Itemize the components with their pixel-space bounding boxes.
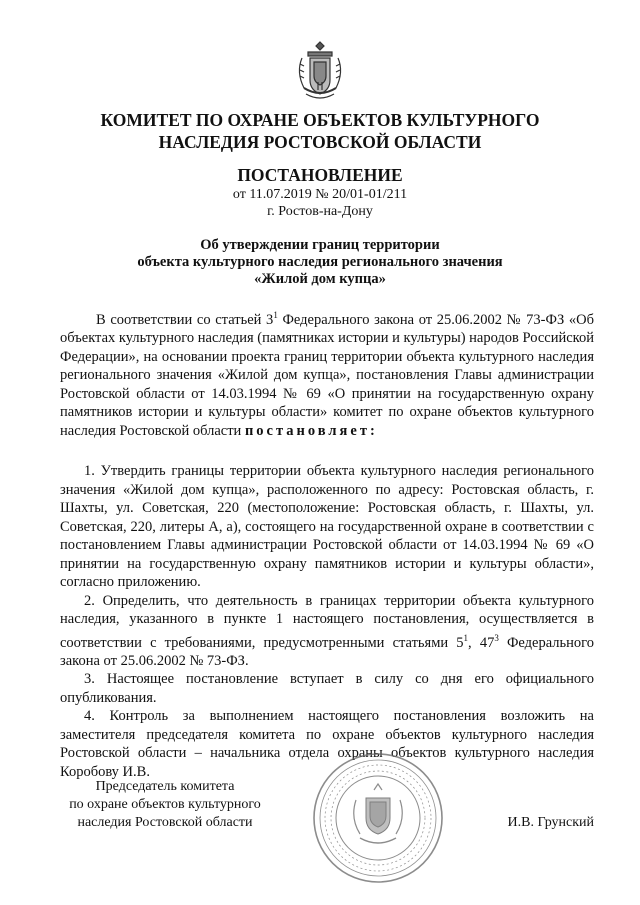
signatory-name: И.В. Грунский — [507, 815, 594, 830]
item-4: 4. Контроль за выполнением настоящего постановления возложить на заместителя председателя комитета по охране объектов культурного наследия Ростовской области – начальника отдела охраны объектов культурного наследия Коробову И.В. — [60, 708, 594, 780]
document-city: г. Ростов-на-Дону — [267, 204, 373, 219]
resolution-items — [60, 462, 594, 781]
document-date-number: от 11.07.2019 № 20/01-01/211 — [232, 187, 408, 202]
item-2-text-2: , 47 — [468, 634, 495, 651]
item-2 — [60, 592, 594, 671]
preamble-text-1: В соответствии со статьей 3 — [96, 311, 274, 328]
resolves-word: постановляет: — [244, 422, 378, 439]
preamble-paragraph — [60, 306, 594, 440]
subject-line-2: объекта культурного наследия регионального значения — [137, 254, 503, 270]
official-seal-icon — [310, 750, 446, 886]
item-2-text-1: 2. Определить, что деятельность в границах территории объекта культурного наследия, указанного в пункте 1 настоящего постановления, осуществляется в соответствии с требованиями, предусмотренными статьями 5 — [60, 592, 594, 651]
signatory-title-line-2: по охране объектов культурного — [69, 797, 261, 812]
signatory-title-line-1: Председатель комитета — [95, 779, 235, 794]
org-line-2: НАСЛЕДИЯ РОСТОВСКОЙ ОБЛАСТИ — [158, 132, 482, 152]
item-1: 1. Утвердить границы территории объекта культурного наследия регионального значения «Жилой дом купца», расположенного по адресу: Ростовская область, г. Шахты, ул. Советская, 220 (местоположение: Ростовская область, г. Шахты, ул. Советская, 220, литеры А, а), состоящего на государственной охране в соответствии с постановлением Главы администрации Ростовской области от 14.03.1994 № 69 «О принятии на государственную охрану памятников истории и культуры области», согласно приложению. — [60, 463, 594, 590]
organization-name — [60, 109, 580, 153]
subject-line-1: Об утверждении границ территории — [200, 237, 440, 253]
item-3: 3. Настоящее постановление вступает в силу со дня его официального опубликования. — [60, 671, 594, 706]
item-2-sup-2: 3 — [494, 632, 499, 643]
item-2-text-3: Федерального закона от 25.06.2002 № 73-ФЗ. — [60, 634, 594, 669]
preamble-text-2: Федерального закона от 25.06.2002 № 73-ФЗ «Об объектах культурного наследия (памятниках истории и культуры) народов Российской Федерации», на основании проекта границ территории объекта культурного наследия регионального значения «Жилой дом купца», постановления Главы администрации Ростовской области от 14.03.1994 № 69 «О принятии на государственную охрану памятников истории и культуры области» комитет по охране объектов культурного наследия Ростовской области — [60, 311, 594, 439]
document-subject — [100, 237, 540, 288]
coat-of-arms-icon — [292, 38, 348, 104]
signatory-title-line-3: наследия Ростовской области — [77, 815, 253, 830]
subject-line-3: «Жилой дом купца» — [254, 271, 386, 287]
item-2-sup-1: 1 — [463, 632, 469, 643]
org-line-1: КОМИТЕТ ПО ОХРАНЕ ОБЪЕКТОВ КУЛЬТУРНОГО — [100, 110, 540, 130]
preamble-superscript: 1 — [273, 310, 278, 320]
document-type: ПОСТАНОВЛЕНИЕ — [237, 165, 403, 185]
signatory-title — [60, 778, 270, 832]
